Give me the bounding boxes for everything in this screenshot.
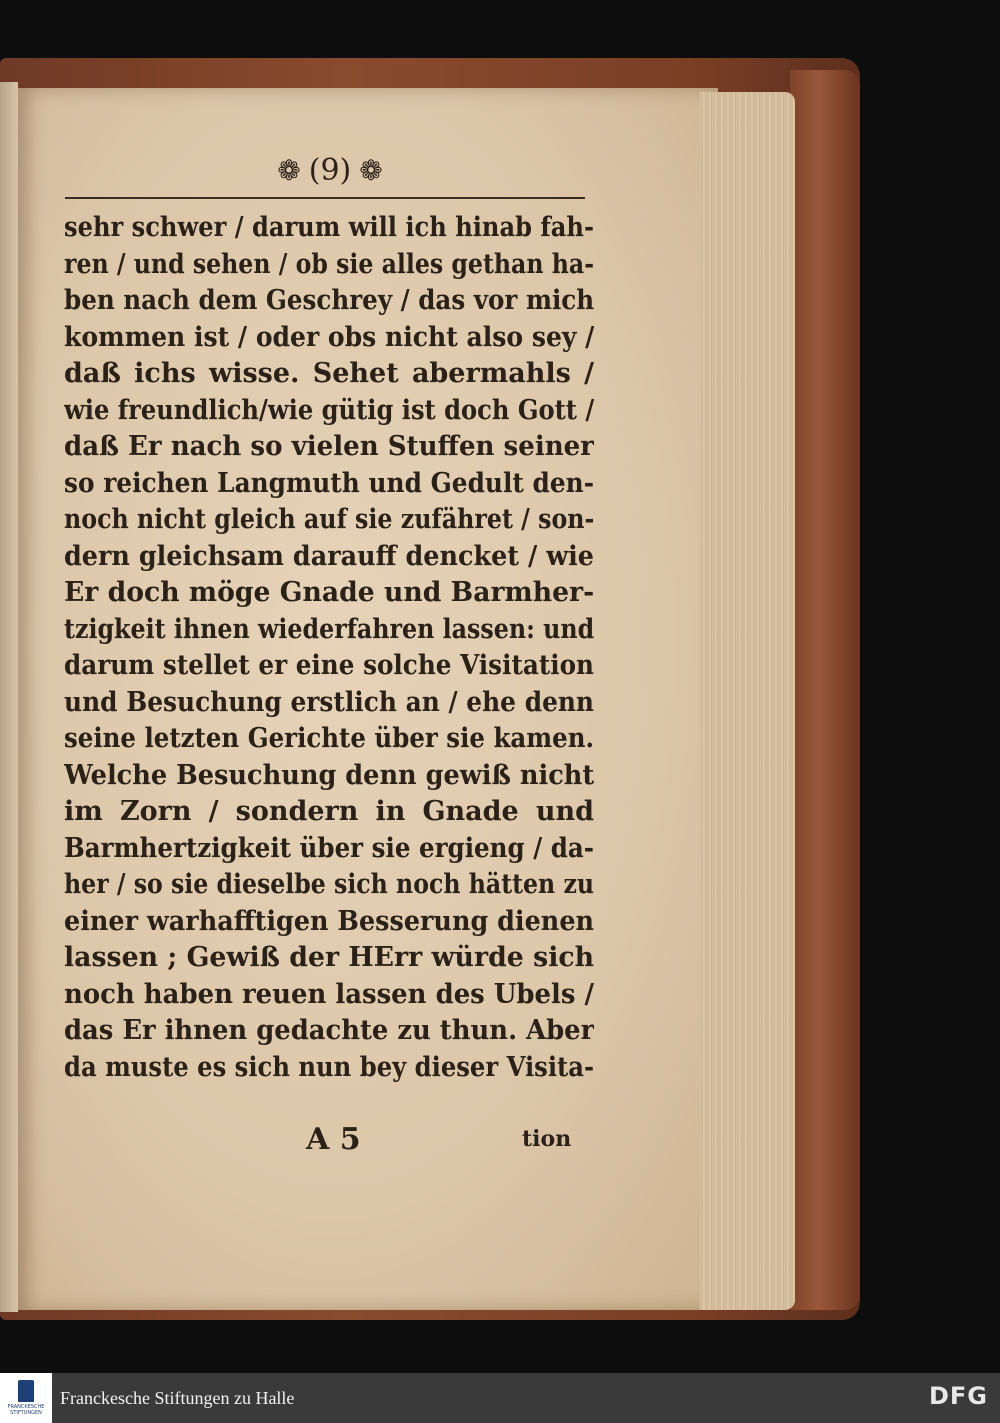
text-line: tzigkeit ihnen wiederfahren lassen: und (64, 613, 594, 645)
text-line: Barmhertzigkeit über sie ergieng / da- (64, 832, 594, 864)
viewer-footer-bar (0, 1373, 1000, 1423)
text-line: noch haben reuen lassen des Ubels / (64, 978, 594, 1010)
institution-logo[interactable] (0, 1373, 52, 1423)
left-page-edge (0, 82, 18, 1312)
text-line: ren / und sehen / ob sie alles gethan ha- (64, 248, 594, 280)
text-line: seine letzten Gerichte über sie kamen. (64, 723, 594, 754)
header-rule (65, 197, 585, 199)
text-line: einer warhafftigen Besserung dienen (64, 905, 594, 937)
text-line: her / so sie dieselbe sich noch hätten zu (64, 869, 594, 900)
book-cover-edge (790, 70, 860, 1310)
text-line: Welche Besuchung denn gewiß nicht (64, 759, 594, 791)
text-line: dern gleichsam darauff dencket / wie (64, 540, 594, 572)
page-edges (700, 92, 795, 1310)
text-line: kommen ist / oder obs nicht also sey / (64, 321, 594, 353)
fleuron-icon: ❁ (359, 153, 383, 187)
institution-name[interactable]: Franckesche Stiftungen zu Halle (60, 1387, 295, 1408)
body-text (64, 210, 594, 1086)
text-line: im Zorn / sondern in Gnade und (64, 796, 594, 827)
text-line: darum stellet er eine solche Visitation (64, 650, 594, 681)
dfg-logo[interactable]: DFG (928, 1382, 988, 1410)
fleuron-icon: ❁ (277, 153, 301, 187)
text-line: und Besuchung erstlich an / ehe denn (64, 686, 594, 718)
text-line: Er doch möge Gnade und Barmher- (64, 577, 594, 608)
page-header (250, 150, 410, 190)
logo-building-icon (18, 1380, 34, 1402)
text-line: noch nicht gleich auf sie zufähret / son- (64, 504, 594, 535)
text-line: ben nach dem Geschrey / das vor mich (64, 285, 594, 316)
logo-text: FRANCKESCHE STIFTUNGEN (7, 1404, 45, 1416)
text-line: wie freundlich/wie gütig ist doch Gott / (64, 394, 594, 426)
page-number: (9) (308, 152, 352, 188)
catchword: tion (522, 1126, 572, 1152)
text-line: da muste es sich nun bey dieser Visita- (64, 1051, 594, 1083)
text-line: so reichen Langmuth und Gedult den- (64, 467, 594, 499)
text-line: lassen ; Gewiß der HErr würde sich (64, 942, 594, 973)
text-line: sehr schwer / darum will ich hinab fah- (64, 212, 594, 243)
text-line: daß Er nach so vielen Stuffen seiner (64, 431, 594, 462)
text-line: das Er ihnen gedachte zu thun. Aber (64, 1015, 594, 1046)
text-line: daß ichs wisse. Sehet abermahls / (64, 358, 594, 389)
signature-mark: A 5 (306, 1122, 361, 1157)
